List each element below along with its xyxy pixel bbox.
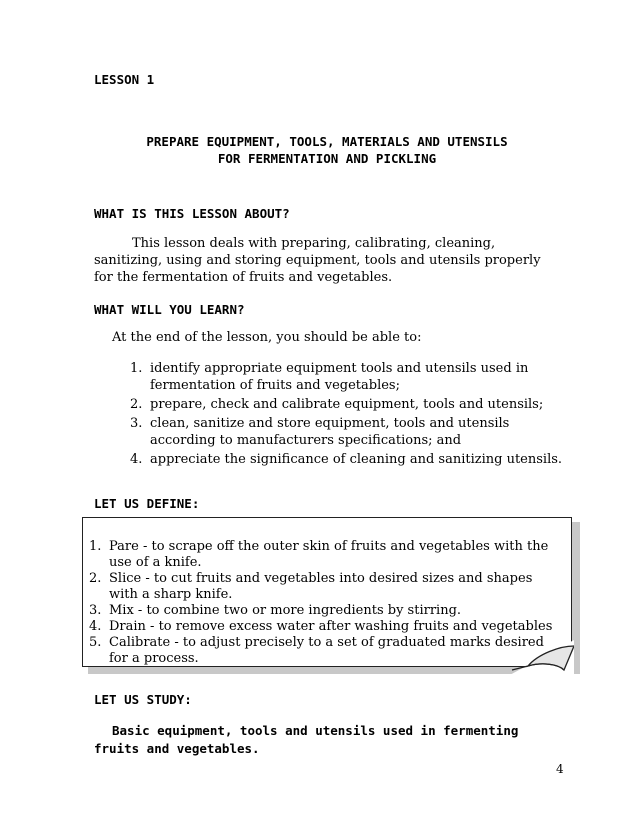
learn-intro: At the end of the lesson, you should be able to: xyxy=(112,330,422,345)
learn-heading: WHAT WILL YOU LEARN? xyxy=(94,302,245,317)
definition-number: 1. xyxy=(89,539,102,554)
objective-number: 1. xyxy=(130,361,143,376)
definition-number: 2. xyxy=(89,571,102,586)
study-subheading-text: Basic equipment, tools and utensils used in fermenting fruits and vegetables. xyxy=(94,723,519,756)
page-number: 4 xyxy=(556,762,564,776)
objective-number: 2. xyxy=(130,397,143,412)
study-subheading xyxy=(94,722,564,758)
objective-number: 3. xyxy=(130,416,143,431)
lesson-title-line-2: FOR FERMENTATION AND PICKLING xyxy=(217,151,437,166)
definition-number: 5. xyxy=(89,635,102,650)
definition-text: Drain - to remove excess water after washing fruits and vegetables xyxy=(109,619,553,634)
objectives-list xyxy=(130,360,570,470)
definition-item xyxy=(89,635,559,667)
lesson-title-line-1: PREPARE EQUIPMENT, TOOLS, MATERIALS AND UTENSILS xyxy=(146,134,508,149)
definition-text: Calibrate - to adjust precisely to a set of graduated marks desired for a process. xyxy=(109,635,544,666)
definition-text: Mix - to combine two or more ingredients by stirring. xyxy=(109,603,462,618)
definition-text: Slice - to cut fruits and vegetables into desired sizes and shapes with a sharp knife. xyxy=(109,571,533,602)
page-curl-icon xyxy=(508,640,574,676)
definition-item xyxy=(89,603,559,619)
definition-item xyxy=(89,539,559,571)
objective-item xyxy=(130,360,570,394)
about-paragraph xyxy=(94,235,554,286)
objective-number: 4. xyxy=(130,452,143,467)
definition-number: 3. xyxy=(89,603,102,618)
objective-item xyxy=(130,451,570,468)
objective-item xyxy=(130,396,570,413)
definition-item xyxy=(89,571,559,603)
definition-number: 4. xyxy=(89,619,102,634)
definitions-box xyxy=(82,517,572,667)
objective-text: clean, sanitize and store equipment, tools and utensils according to manufacturers specifications; and xyxy=(150,416,510,448)
define-heading: LET US DEFINE: xyxy=(94,496,200,511)
study-heading: LET US STUDY: xyxy=(94,692,192,707)
definition-text: Pare - to scrape off the outer skin of fruits and vegetables with the use of a knife. xyxy=(109,539,549,570)
lesson-title xyxy=(0,133,638,167)
objective-text: identify appropriate equipment tools and utensils used in fermentation of fruits and vegetables; xyxy=(150,361,529,393)
about-heading: WHAT IS THIS LESSON ABOUT? xyxy=(94,206,290,221)
objective-text: appreciate the significance of cleaning and sanitizing utensils. xyxy=(150,452,563,467)
about-text: This lesson deals with preparing, calibrating, cleaning, sanitizing, using and storing equipment, tools and utensils properly for the fermentation of fruits and vegetables. xyxy=(94,236,541,285)
objective-item xyxy=(130,415,570,449)
definitions-list xyxy=(89,539,559,667)
objective-text: prepare, check and calibrate equipment, tools and utensils; xyxy=(150,397,544,412)
lesson-label: LESSON 1 xyxy=(94,72,155,87)
definition-item xyxy=(89,619,559,635)
